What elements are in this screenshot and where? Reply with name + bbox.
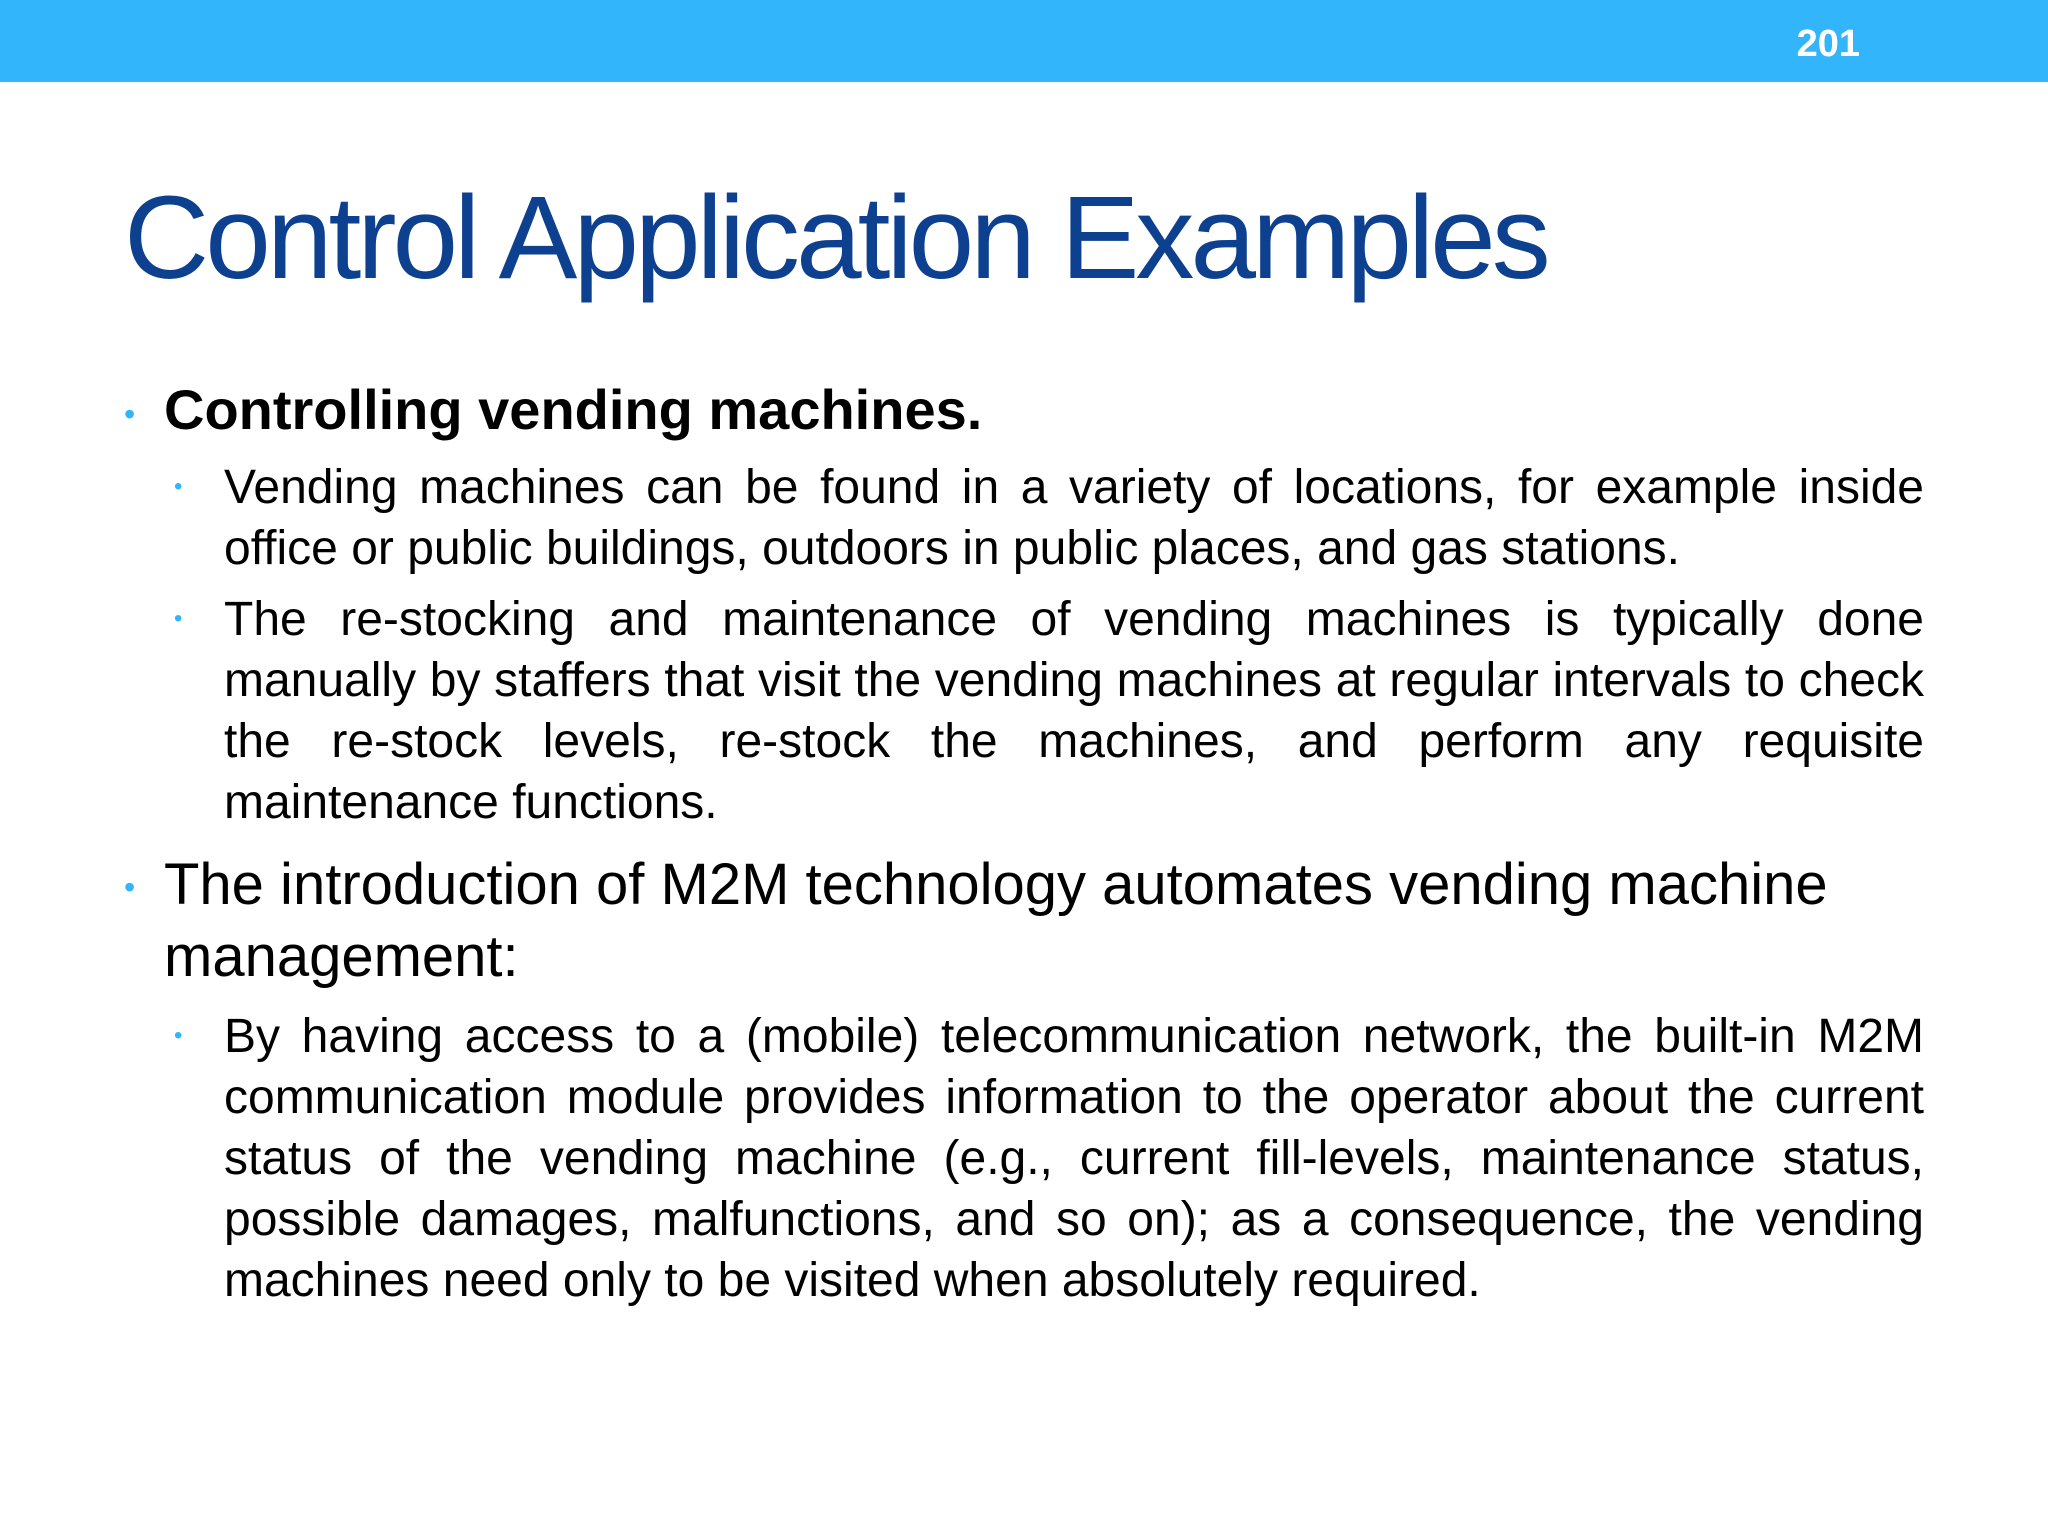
bullet-2-text: The introduction of M2M technology automates vending machine management:	[164, 852, 1828, 989]
sub-bullet-dot-icon: •	[174, 605, 183, 632]
top-bar	[0, 0, 2048, 82]
sub-bullet-dot-icon: •	[174, 1022, 183, 1049]
bullet-dot-icon: •	[124, 869, 136, 905]
bullet-2-sub-1-text: By having access to a (mobile) telecommunication network, the built-in M2M communication module provides information to the operator about the current status of the vending machine (e.g., current fill-levels, maintenance status, possible damages, malfunctions, and so on); as a consequence, the vending machines need only to be visited when absolutely required.	[224, 1010, 1924, 1307]
bullet-1-sub-2-text: The re-stocking and maintenance of vending machines is typically done manually by staffers that visit the vending machines at regular intervals to check the re-stock levels, re-stock the machines, and perform any requisite maintenance functions.	[224, 593, 1924, 829]
sub-bullet-dot-icon: •	[174, 473, 183, 500]
page-number: 201	[1796, 23, 1860, 65]
bullet-dot-icon: •	[124, 396, 136, 432]
bullet-1-text: Controlling vending machines.	[164, 378, 983, 441]
slide-title: Control Application Examples	[124, 172, 1547, 304]
bullet-1-sub-1-text: Vending machines can be found in a variety of locations, for example inside office or public buildings, outdoors in public places, and gas stations.	[224, 461, 1924, 575]
